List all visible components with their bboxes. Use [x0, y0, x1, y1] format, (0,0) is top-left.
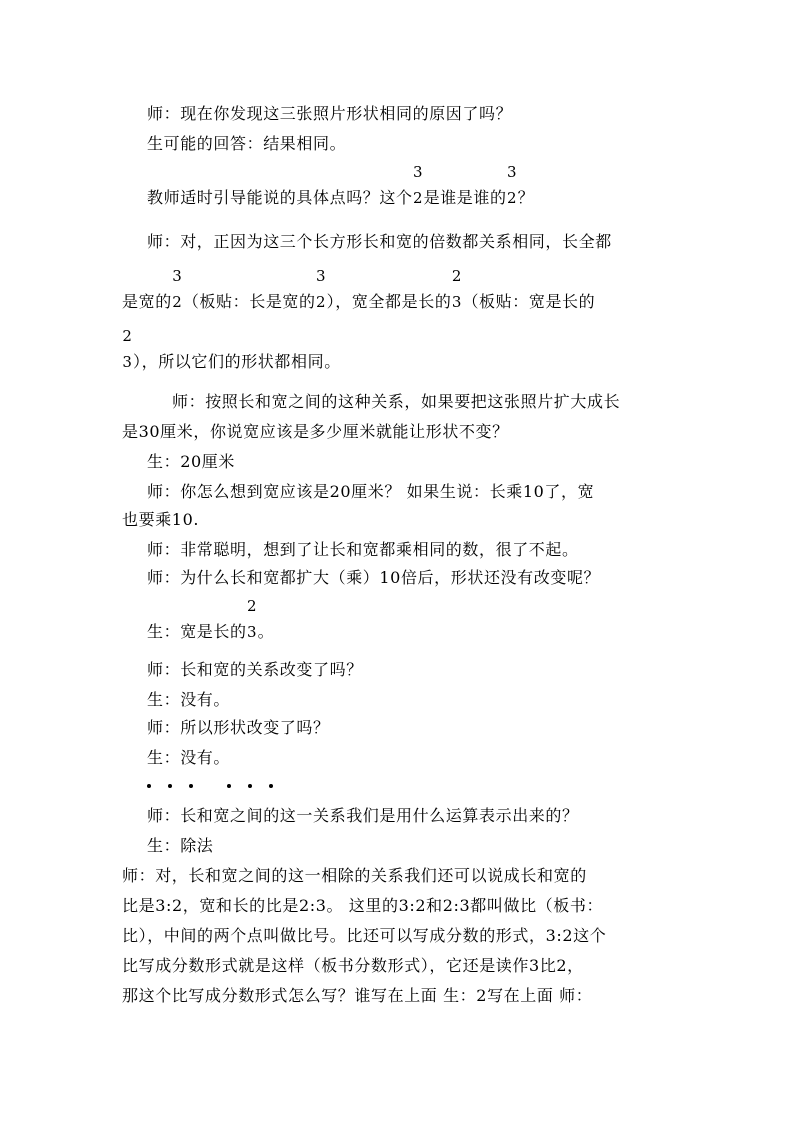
fraction-numerator: 2	[451, 267, 463, 285]
text-line	[0, 806, 794, 826]
text-segment: 师：长和宽的关系改变了吗？	[147, 660, 363, 679]
fraction	[247, 597, 258, 642]
fraction-denominator: 3	[451, 293, 463, 311]
text-segment: （板贴：宽是长的	[462, 292, 596, 311]
text-line	[0, 660, 794, 680]
text-segment: （板贴：长是宽的	[182, 292, 316, 311]
ellipsis-dot	[147, 784, 151, 788]
text-line	[0, 163, 794, 208]
text-segment: 师：所以形状改变了吗？	[147, 718, 330, 737]
text-line	[0, 896, 794, 916]
fraction-denominator: 3	[247, 623, 258, 641]
text-line	[0, 392, 794, 412]
text-segment: 生：宽是长的	[147, 622, 247, 641]
fraction-numerator: 3	[172, 267, 183, 285]
text-segment: 那这个比写成分数形式怎么写？谁写在上面 生：2写在上面 师：	[122, 986, 593, 1005]
text-segment: 比是3:2，宽和长的比是2:3。 这里的3:2和2:3都叫做比（板书：	[122, 896, 604, 915]
ellipsis-dot	[269, 784, 273, 788]
text-line	[0, 452, 794, 472]
fraction-denominator: 2	[507, 189, 518, 207]
text-segment: 比写成分数形式就是这样（板书分数形式），它还是读作3比2，	[122, 956, 584, 975]
fraction-numerator: 3	[507, 163, 518, 181]
fraction-denominator: 2	[316, 293, 327, 311]
text-segment: 教师适时引导能说的具体点吗？这个	[147, 188, 413, 207]
fraction-numerator: 3	[316, 267, 327, 285]
text-segment: 师：非常聪明，想到了让长和宽都乘相同的数，很了不起。	[147, 540, 579, 559]
text-segment: 生可能的回答：结果相同。	[147, 134, 347, 153]
fraction	[122, 327, 133, 372]
text-segment: 生：20厘米	[147, 452, 235, 471]
text-segment: 生：没有。	[147, 690, 231, 709]
fraction-denominator: 2	[413, 189, 424, 207]
text-segment: 师：按照长和宽之间的这种关系，如果要把这张照片扩大成长	[172, 392, 621, 411]
text-line	[0, 836, 794, 856]
ellipsis-dot	[189, 784, 193, 788]
text-line	[0, 568, 794, 588]
text-line	[0, 986, 794, 1006]
text-segment: ），所以它们的形状都相同。	[133, 352, 341, 371]
fraction-denominator: 2	[172, 293, 183, 311]
text-line	[0, 926, 794, 946]
fraction-numerator: 2	[247, 597, 258, 615]
fraction	[413, 163, 424, 208]
text-line	[0, 748, 794, 768]
fraction-denominator: 3	[122, 353, 133, 371]
text-line	[0, 327, 794, 372]
text-line	[0, 597, 794, 642]
text-segment: 。	[257, 622, 275, 641]
fraction	[316, 267, 327, 312]
text-line	[0, 134, 794, 154]
text-segment: 是谁是谁的	[423, 188, 507, 207]
text-line	[0, 510, 794, 530]
ellipsis-dot	[227, 784, 231, 788]
text-line	[0, 232, 794, 252]
text-segment: ），宽全都是长的	[326, 292, 452, 311]
text-segment: 师：长和宽之间的这一关系我们是用什么运算表示出来的？	[147, 806, 579, 825]
text-line	[0, 267, 794, 312]
text-segment: 师：为什么长和宽都扩大（乘）10倍后，形状还没有改变呢？	[147, 568, 601, 587]
text-line	[0, 956, 794, 976]
fraction-numerator: 2	[122, 327, 133, 345]
text-segment: 比），中间的两个点叫做比号。比还可以写成分数的形式，3:2这个	[122, 926, 607, 945]
text-segment: 生：没有。	[147, 748, 231, 767]
text-segment: 是30厘米，你说宽应该是多少厘米就能让形状不变？	[122, 422, 509, 441]
text-line	[0, 482, 794, 502]
text-segment: 师：对，正因为这三个长方形长和宽的倍数都关系相同，长全都	[147, 232, 612, 251]
text-line	[0, 422, 794, 442]
text-line	[0, 540, 794, 560]
text-line	[0, 718, 794, 738]
fraction-numerator: 3	[413, 163, 424, 181]
ellipsis-dot	[248, 784, 252, 788]
text-segment: 师：对，长和宽之间的这一相除的关系我们还可以说成长和宽的	[122, 866, 587, 885]
text-segment: ？	[517, 188, 535, 207]
text-line	[0, 866, 794, 886]
text-line	[0, 104, 794, 124]
ellipsis-dot	[168, 784, 172, 788]
text-segment: 是宽的	[122, 292, 172, 311]
text-segment: 师：你怎么想到宽应该是20厘米？ 如果生说：长乘10了，宽	[147, 482, 595, 501]
text-segment: 生：除法	[147, 836, 214, 855]
fraction	[507, 163, 518, 208]
text-line	[0, 690, 794, 710]
fraction	[451, 267, 463, 312]
text-segment: 也要乘10.	[122, 510, 200, 529]
fraction	[172, 267, 183, 312]
text-segment: 师：现在你发现这三张照片形状相同的原因了吗？	[147, 104, 513, 123]
